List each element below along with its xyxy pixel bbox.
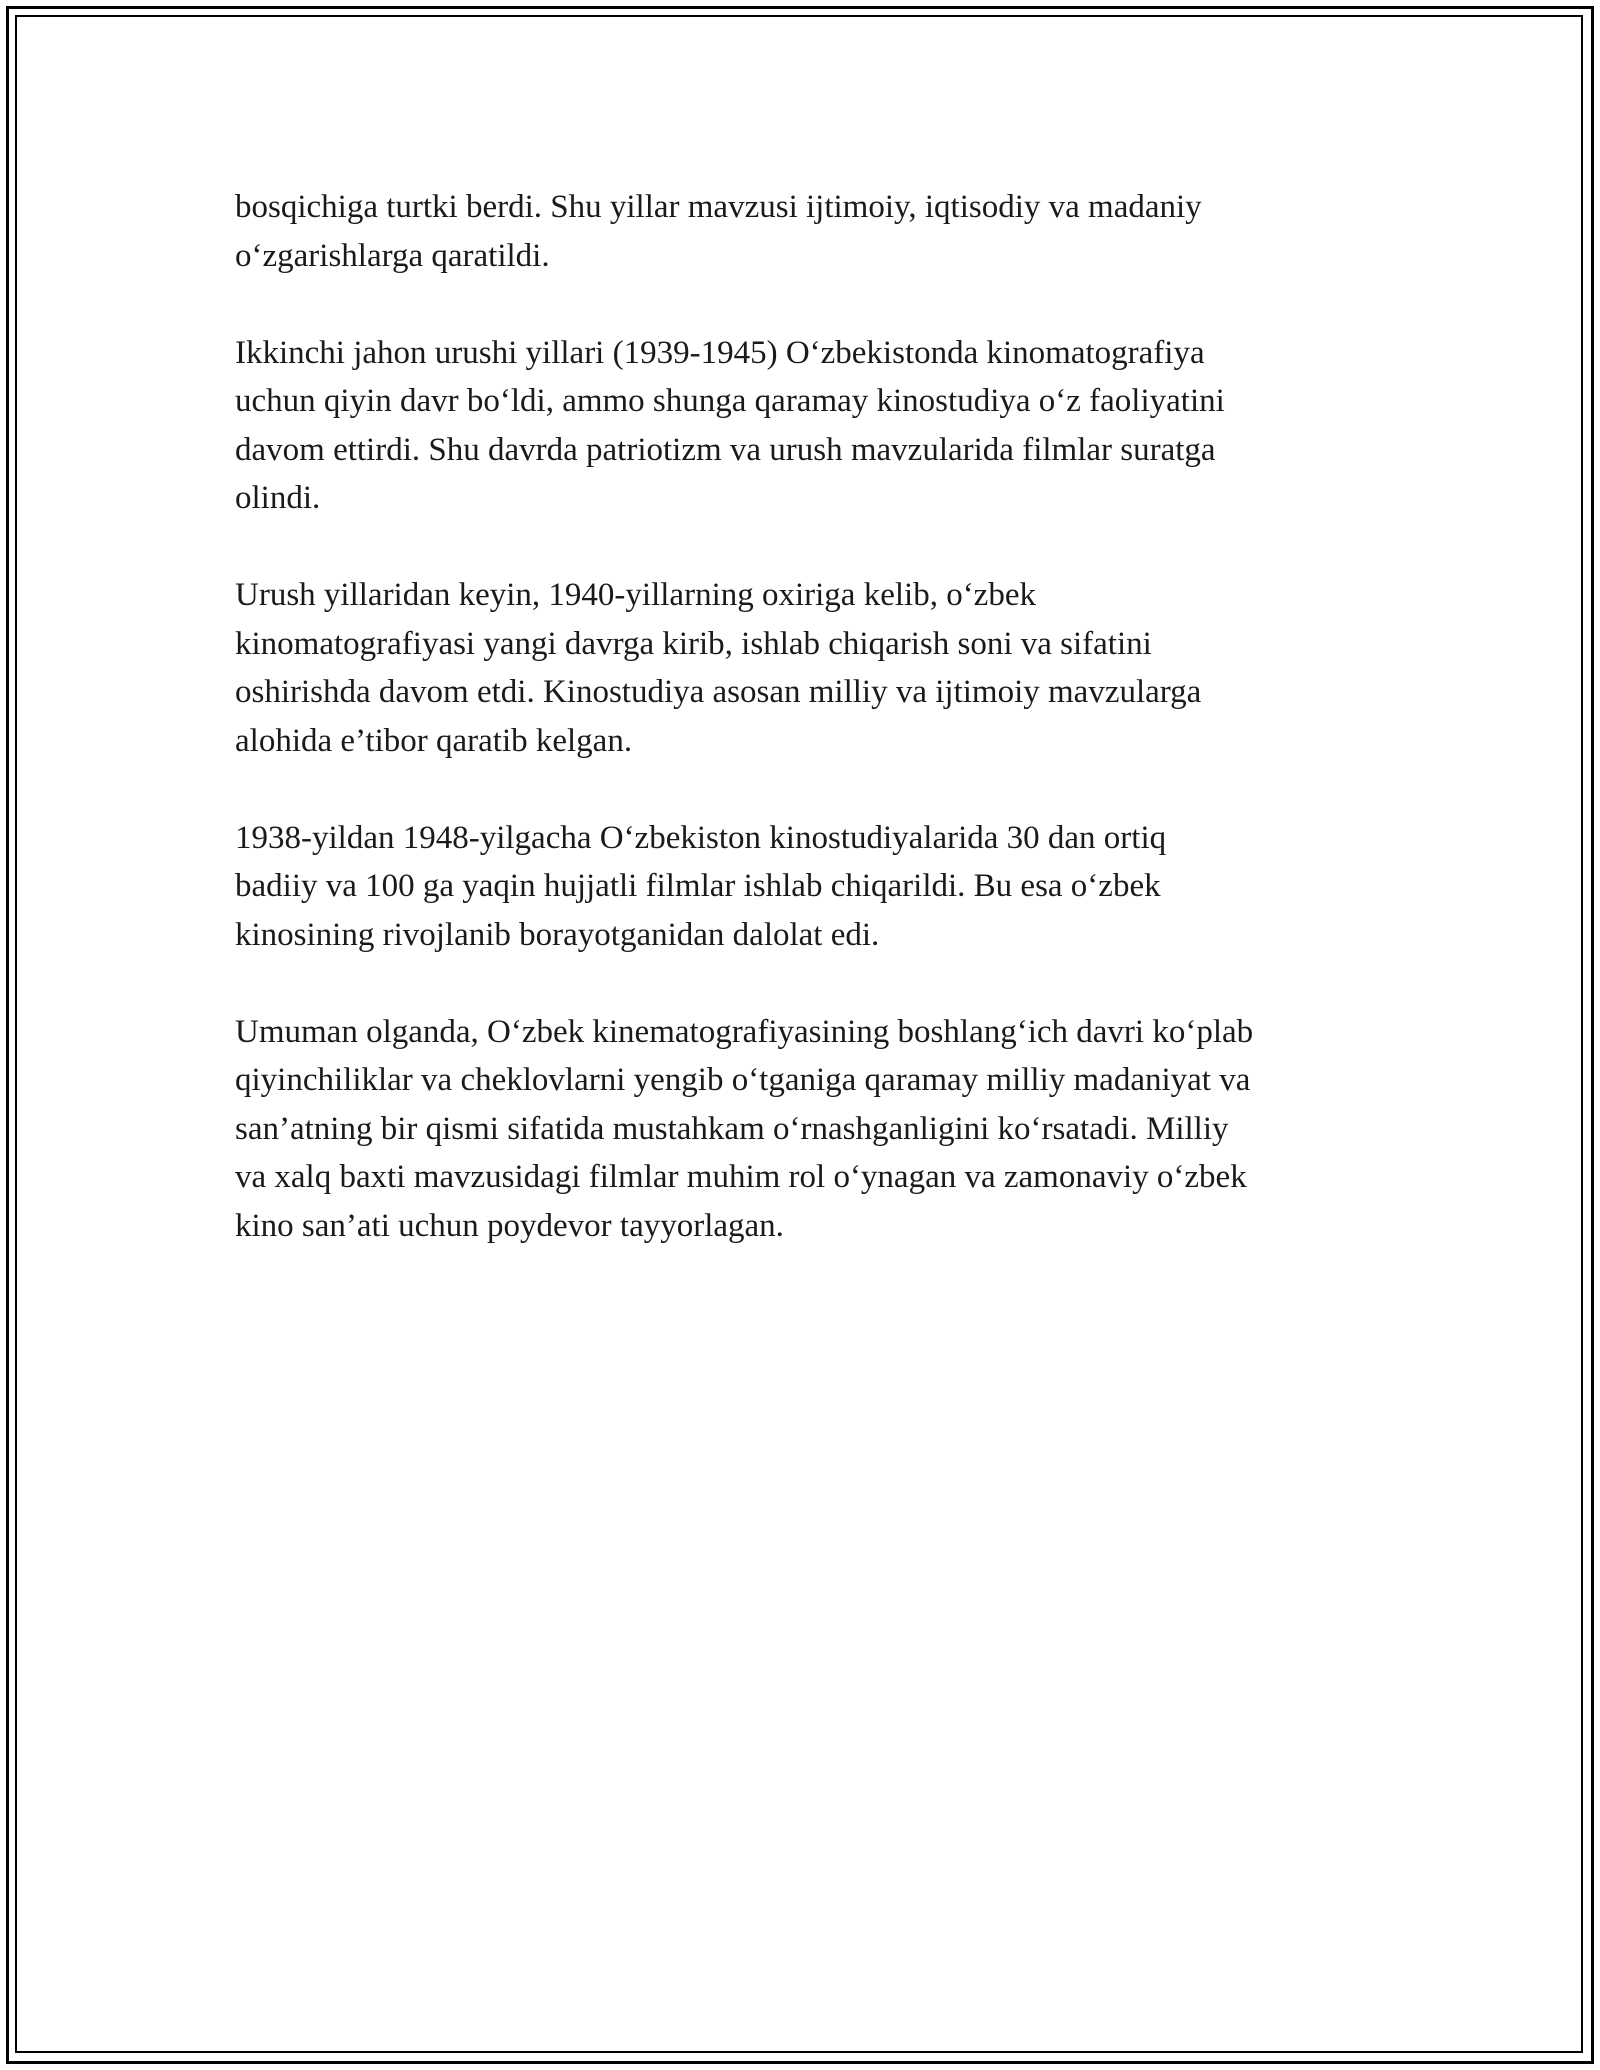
document-body [235, 183, 1385, 1299]
paragraph-2: Ikkinchi jahon urushi yillari (1939-1945) O‘zbekistonda kinomatografiya uchun qiyin davr bo‘ldi, ammo shunga qaramay kinostudiya o‘z faoliyatini davom ettirdi. Shu davrda patriotizm va urush mavzularida filmlar suratga olindi. [235, 334, 1225, 516]
paragraph-4: 1938-yildan 1948-yilgacha O‘zbekiston kinostudiyalarida 30 dan ortiq badiiy va 100 ga yaqin hujjatli filmlar ishlab chiqarildi. Bu esa o‘zbek kinosining rivojlanib borayotganidan dalolat edi. [235, 819, 1167, 953]
paragraph-3: Urush yillaridan keyin, 1940-yillarning oxiriga kelib, o‘zbek kinomatografiyasi yangi davrga kirib, ishlab chiqarish soni va sifatini oshirishda davom etdi. Kinostudiya asosan milliy va ijtimoiy mavzularga alohida e’tibor qaratib kelgan. [235, 577, 1202, 759]
paragraph-5: Umuman olganda, O‘zbek kinematografiyasining boshlang‘ich davri ko‘plab qiyinchiliklar va cheklovlarni yengib o‘tganiga qaramay milliy madaniyat va san’atning bir qismi sifatida mustahkam o‘rnashganligini ko‘rsatadi. Milliy va xalq baxti mavzusidagi filmlar muhim rol o‘ynagan va zamonaviy o‘zbek kino san’ati uchun poydevor tayyorlagan. [235, 1013, 1254, 1244]
paragraph-1: bosqichiga turtki berdi. Shu yillar mavzusi ijtimoiy, iqtisodiy va madaniy o‘zgarishlarga qaratildi. [235, 189, 1202, 274]
